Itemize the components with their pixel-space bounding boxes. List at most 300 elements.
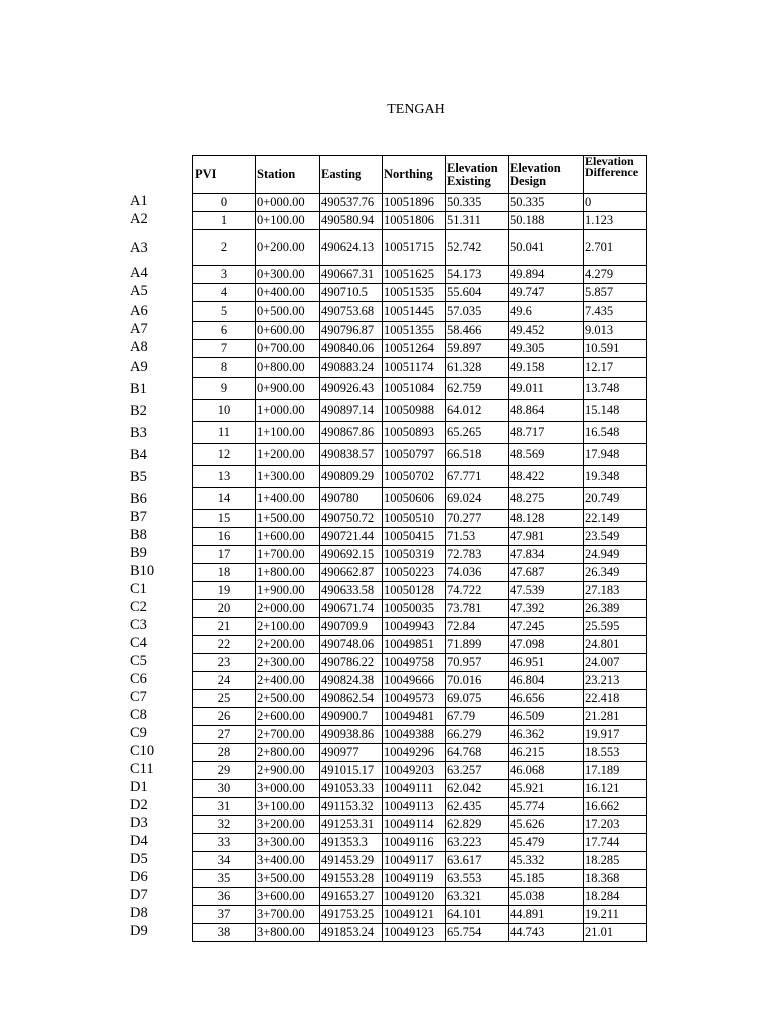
table-row (193, 546, 647, 564)
cell-station: 3+500.00 (256, 870, 320, 888)
cell-existing: 63.617 (446, 852, 509, 870)
table-row (193, 422, 647, 444)
cell-station: 0+900.00 (256, 378, 320, 400)
cell-station: 1+400.00 (256, 488, 320, 510)
cell-easting: 490824.38 (320, 672, 383, 690)
cell-station: 0+600.00 (256, 322, 320, 340)
row-label: C2 (130, 599, 147, 615)
cell-easting: 490926.43 (320, 378, 383, 400)
row-label: B5 (130, 469, 147, 485)
cell-pvi: 5 (193, 302, 256, 322)
cell-station: 3+600.00 (256, 888, 320, 906)
cell-northing: 10049758 (383, 654, 446, 672)
cell-easting: 491553.28 (320, 870, 383, 888)
table-row (193, 212, 647, 230)
cell-diff: 9.013 (584, 322, 647, 340)
row-label: A3 (130, 240, 148, 256)
cell-northing: 10050797 (383, 444, 446, 466)
row-label: A9 (130, 359, 148, 375)
cell-design: 47.539 (509, 582, 584, 600)
cell-station: 3+700.00 (256, 906, 320, 924)
cell-easting: 490883.24 (320, 358, 383, 378)
cell-pvi: 13 (193, 466, 256, 488)
table-row (193, 798, 647, 816)
column-header-station: Station (256, 156, 320, 194)
cell-diff: 17.744 (584, 834, 647, 852)
cell-design: 47.981 (509, 528, 584, 546)
cell-existing: 65.754 (446, 924, 509, 942)
table-row (193, 780, 647, 798)
cell-easting: 490753.68 (320, 302, 383, 322)
cell-design: 47.245 (509, 618, 584, 636)
cell-station: 2+000.00 (256, 600, 320, 618)
cell-northing: 10049666 (383, 672, 446, 690)
cell-existing: 67.771 (446, 466, 509, 488)
cell-northing: 10050415 (383, 528, 446, 546)
column-header-elevation-existing: Elevation Existing (446, 156, 509, 194)
cell-design: 49.452 (509, 322, 584, 340)
cell-northing: 10051806 (383, 212, 446, 230)
column-header-northing: Northing (383, 156, 446, 194)
cell-pvi: 38 (193, 924, 256, 942)
row-label: C6 (130, 671, 147, 687)
table-row (193, 600, 647, 618)
cell-station: 3+300.00 (256, 834, 320, 852)
cell-existing: 67.79 (446, 708, 509, 726)
row-label: D6 (130, 869, 148, 885)
cell-pvi: 6 (193, 322, 256, 340)
cell-easting: 491253.31 (320, 816, 383, 834)
cell-station: 1+800.00 (256, 564, 320, 582)
cell-northing: 10049113 (383, 798, 446, 816)
cell-design: 47.392 (509, 600, 584, 618)
cell-pvi: 22 (193, 636, 256, 654)
cell-northing: 10051355 (383, 322, 446, 340)
cell-design: 50.335 (509, 194, 584, 212)
cell-easting: 491453.29 (320, 852, 383, 870)
cell-existing: 63.321 (446, 888, 509, 906)
row-label: A7 (130, 321, 148, 337)
cell-northing: 10050223 (383, 564, 446, 582)
cell-pvi: 37 (193, 906, 256, 924)
table-row (193, 672, 647, 690)
row-label: D2 (130, 797, 148, 813)
cell-design: 47.834 (509, 546, 584, 564)
cell-station: 2+400.00 (256, 672, 320, 690)
cell-station: 2+900.00 (256, 762, 320, 780)
cell-pvi: 30 (193, 780, 256, 798)
cell-design: 45.626 (509, 816, 584, 834)
cell-existing: 55.604 (446, 284, 509, 302)
cell-northing: 10049117 (383, 852, 446, 870)
row-label: C4 (130, 635, 147, 651)
cell-easting: 490897.14 (320, 400, 383, 422)
cell-diff: 16.121 (584, 780, 647, 798)
cell-station: 0+300.00 (256, 266, 320, 284)
cell-pvi: 28 (193, 744, 256, 762)
cell-pvi: 33 (193, 834, 256, 852)
table-row (193, 528, 647, 546)
cell-station: 0+200.00 (256, 230, 320, 266)
cell-design: 49.305 (509, 340, 584, 358)
cell-existing: 54.173 (446, 266, 509, 284)
cell-existing: 50.335 (446, 194, 509, 212)
cell-diff: 23.549 (584, 528, 647, 546)
cell-design: 48.569 (509, 444, 584, 466)
cell-pvi: 23 (193, 654, 256, 672)
cell-existing: 72.783 (446, 546, 509, 564)
cell-station: 2+300.00 (256, 654, 320, 672)
table-row (193, 924, 647, 942)
row-label: A6 (130, 303, 148, 319)
cell-diff: 2.701 (584, 230, 647, 266)
cell-diff: 24.007 (584, 654, 647, 672)
cell-station: 2+200.00 (256, 636, 320, 654)
cell-easting: 490537.76 (320, 194, 383, 212)
cell-northing: 10051174 (383, 358, 446, 378)
cell-northing: 10051896 (383, 194, 446, 212)
cell-design: 44.743 (509, 924, 584, 942)
cell-design: 45.038 (509, 888, 584, 906)
cell-design: 46.656 (509, 690, 584, 708)
cell-diff: 18.553 (584, 744, 647, 762)
cell-northing: 10049111 (383, 780, 446, 798)
cell-existing: 64.012 (446, 400, 509, 422)
row-label: B2 (130, 403, 147, 419)
cell-diff: 19.348 (584, 466, 647, 488)
cell-existing: 70.016 (446, 672, 509, 690)
table-row (193, 618, 647, 636)
cell-pvi: 14 (193, 488, 256, 510)
cell-pvi: 9 (193, 378, 256, 400)
cell-diff: 24.949 (584, 546, 647, 564)
cell-pvi: 15 (193, 510, 256, 528)
cell-northing: 10050510 (383, 510, 446, 528)
cell-existing: 52.742 (446, 230, 509, 266)
cell-easting: 491753.25 (320, 906, 383, 924)
table-row (193, 358, 647, 378)
cell-northing: 10049943 (383, 618, 446, 636)
cell-pvi: 32 (193, 816, 256, 834)
row-label: C11 (130, 761, 154, 777)
cell-station: 3+800.00 (256, 924, 320, 942)
row-label: D1 (130, 779, 148, 795)
table-row (193, 888, 647, 906)
cell-pvi: 34 (193, 852, 256, 870)
cell-existing: 64.101 (446, 906, 509, 924)
cell-pvi: 17 (193, 546, 256, 564)
cell-diff: 16.548 (584, 422, 647, 444)
cell-existing: 62.435 (446, 798, 509, 816)
cell-station: 3+400.00 (256, 852, 320, 870)
cell-easting: 490900.7 (320, 708, 383, 726)
cell-existing: 66.518 (446, 444, 509, 466)
table-row (193, 564, 647, 582)
cell-diff: 22.418 (584, 690, 647, 708)
cell-design: 48.864 (509, 400, 584, 422)
table-row (193, 726, 647, 744)
table-row (193, 654, 647, 672)
cell-northing: 10050128 (383, 582, 446, 600)
cell-pvi: 2 (193, 230, 256, 266)
cell-pvi: 36 (193, 888, 256, 906)
row-label: B7 (130, 509, 147, 525)
cell-station: 2+100.00 (256, 618, 320, 636)
cell-pvi: 12 (193, 444, 256, 466)
cell-pvi: 18 (193, 564, 256, 582)
cell-northing: 10049573 (383, 690, 446, 708)
table-row (193, 302, 647, 322)
cell-station: 1+100.00 (256, 422, 320, 444)
cell-easting: 490692.15 (320, 546, 383, 564)
cell-design: 50.188 (509, 212, 584, 230)
cell-northing: 10049123 (383, 924, 446, 942)
table-row (193, 636, 647, 654)
cell-design: 45.774 (509, 798, 584, 816)
cell-existing: 65.265 (446, 422, 509, 444)
cell-northing: 10049481 (383, 708, 446, 726)
cell-pvi: 35 (193, 870, 256, 888)
table-row (193, 400, 647, 422)
cell-diff: 17.948 (584, 444, 647, 466)
cell-diff: 19.917 (584, 726, 647, 744)
cell-diff: 15.148 (584, 400, 647, 422)
cell-northing: 10051625 (383, 266, 446, 284)
cell-existing: 70.957 (446, 654, 509, 672)
cell-diff: 24.801 (584, 636, 647, 654)
cell-design: 47.687 (509, 564, 584, 582)
column-header-easting: Easting (320, 156, 383, 194)
cell-design: 49.894 (509, 266, 584, 284)
cell-diff: 20.749 (584, 488, 647, 510)
cell-existing: 66.279 (446, 726, 509, 744)
row-label: B10 (130, 563, 155, 579)
cell-design: 49.158 (509, 358, 584, 378)
row-label: A1 (130, 193, 148, 209)
row-label: D9 (130, 923, 148, 939)
table-row (193, 744, 647, 762)
cell-existing: 69.075 (446, 690, 509, 708)
cell-northing: 10050702 (383, 466, 446, 488)
cell-easting: 490667.31 (320, 266, 383, 284)
cell-diff: 23.213 (584, 672, 647, 690)
row-label: B1 (130, 381, 147, 397)
table-row (193, 834, 647, 852)
cell-easting: 490840.06 (320, 340, 383, 358)
cell-existing: 69.024 (446, 488, 509, 510)
cell-diff: 18.285 (584, 852, 647, 870)
cell-easting: 490671.74 (320, 600, 383, 618)
row-label: B6 (130, 491, 147, 507)
cell-design: 48.422 (509, 466, 584, 488)
cell-station: 2+600.00 (256, 708, 320, 726)
cell-existing: 62.042 (446, 780, 509, 798)
cell-pvi: 3 (193, 266, 256, 284)
cell-easting: 490662.87 (320, 564, 383, 582)
cell-existing: 58.466 (446, 322, 509, 340)
cell-station: 1+200.00 (256, 444, 320, 466)
cell-northing: 10049120 (383, 888, 446, 906)
row-labels (0, 0, 192, 1024)
cell-existing: 74.722 (446, 582, 509, 600)
cell-easting: 491053.33 (320, 780, 383, 798)
cell-station: 1+500.00 (256, 510, 320, 528)
cell-easting: 490710.5 (320, 284, 383, 302)
cell-pvi: 4 (193, 284, 256, 302)
cell-diff: 25.595 (584, 618, 647, 636)
cell-northing: 10050988 (383, 400, 446, 422)
table-row (193, 582, 647, 600)
cell-design: 44.891 (509, 906, 584, 924)
cell-easting: 490862.54 (320, 690, 383, 708)
row-label: D3 (130, 815, 148, 831)
cell-design: 48.128 (509, 510, 584, 528)
row-label: A5 (130, 283, 148, 299)
row-label: C7 (130, 689, 147, 705)
cell-pvi: 31 (193, 798, 256, 816)
cell-easting: 490750.72 (320, 510, 383, 528)
row-label: A8 (130, 339, 148, 355)
cell-station: 0+400.00 (256, 284, 320, 302)
cell-diff: 18.368 (584, 870, 647, 888)
row-label: A4 (130, 265, 148, 281)
cell-existing: 59.897 (446, 340, 509, 358)
cell-station: 1+300.00 (256, 466, 320, 488)
table-row (193, 284, 647, 302)
cell-pvi: 11 (193, 422, 256, 444)
row-label: D5 (130, 851, 148, 867)
cell-pvi: 24 (193, 672, 256, 690)
cell-pvi: 21 (193, 618, 256, 636)
cell-station: 3+100.00 (256, 798, 320, 816)
cell-design: 45.921 (509, 780, 584, 798)
cell-pvi: 26 (193, 708, 256, 726)
cell-design: 45.185 (509, 870, 584, 888)
cell-diff: 12.17 (584, 358, 647, 378)
cell-station: 2+800.00 (256, 744, 320, 762)
cell-station: 3+000.00 (256, 780, 320, 798)
cell-easting: 491015.17 (320, 762, 383, 780)
cell-station: 0+000.00 (256, 194, 320, 212)
elevation-table (192, 155, 647, 942)
cell-easting: 490624.13 (320, 230, 383, 266)
column-header-pvi: PVI (193, 156, 256, 194)
table-row (193, 194, 647, 212)
cell-northing: 10051264 (383, 340, 446, 358)
cell-station: 2+500.00 (256, 690, 320, 708)
cell-diff: 17.189 (584, 762, 647, 780)
cell-diff: 1.123 (584, 212, 647, 230)
table-row (193, 378, 647, 400)
cell-pvi: 25 (193, 690, 256, 708)
cell-station: 0+500.00 (256, 302, 320, 322)
cell-diff: 26.389 (584, 600, 647, 618)
cell-northing: 10049116 (383, 834, 446, 852)
cell-pvi: 7 (193, 340, 256, 358)
cell-easting: 490867.86 (320, 422, 383, 444)
cell-northing: 10049388 (383, 726, 446, 744)
cell-northing: 10049114 (383, 816, 446, 834)
table-row (193, 488, 647, 510)
cell-easting: 491653.27 (320, 888, 383, 906)
cell-design: 50.041 (509, 230, 584, 266)
cell-diff: 26.349 (584, 564, 647, 582)
cell-existing: 51.311 (446, 212, 509, 230)
cell-northing: 10049203 (383, 762, 446, 780)
cell-station: 1+700.00 (256, 546, 320, 564)
row-label: B8 (130, 527, 147, 543)
cell-northing: 10049851 (383, 636, 446, 654)
cell-design: 48.717 (509, 422, 584, 444)
cell-design: 46.068 (509, 762, 584, 780)
row-label: A2 (130, 211, 148, 227)
cell-existing: 70.277 (446, 510, 509, 528)
cell-station: 3+200.00 (256, 816, 320, 834)
cell-existing: 74.036 (446, 564, 509, 582)
row-label: B9 (130, 545, 147, 561)
table-header-row (193, 156, 647, 194)
cell-diff: 13.748 (584, 378, 647, 400)
cell-station: 1+000.00 (256, 400, 320, 422)
cell-diff: 27.183 (584, 582, 647, 600)
table-row (193, 444, 647, 466)
cell-northing: 10049121 (383, 906, 446, 924)
row-label: C8 (130, 707, 147, 723)
cell-design: 46.509 (509, 708, 584, 726)
cell-easting: 490796.87 (320, 322, 383, 340)
cell-pvi: 8 (193, 358, 256, 378)
cell-diff: 10.591 (584, 340, 647, 358)
cell-easting: 490977 (320, 744, 383, 762)
cell-existing: 57.035 (446, 302, 509, 322)
page-title: TENGAH (387, 102, 445, 117)
cell-easting: 490780 (320, 488, 383, 510)
table-row (193, 852, 647, 870)
table-row (193, 510, 647, 528)
cell-design: 46.951 (509, 654, 584, 672)
cell-station: 0+700.00 (256, 340, 320, 358)
cell-northing: 10049296 (383, 744, 446, 762)
cell-easting: 490721.44 (320, 528, 383, 546)
cell-diff: 22.149 (584, 510, 647, 528)
row-label: C5 (130, 653, 147, 669)
cell-existing: 61.328 (446, 358, 509, 378)
cell-existing: 73.781 (446, 600, 509, 618)
cell-pvi: 0 (193, 194, 256, 212)
cell-northing: 10050319 (383, 546, 446, 564)
cell-existing: 62.829 (446, 816, 509, 834)
cell-pvi: 16 (193, 528, 256, 546)
cell-pvi: 29 (193, 762, 256, 780)
cell-design: 49.011 (509, 378, 584, 400)
cell-design: 46.804 (509, 672, 584, 690)
cell-diff: 0 (584, 194, 647, 212)
cell-station: 1+600.00 (256, 528, 320, 546)
cell-easting: 490809.29 (320, 466, 383, 488)
table-row (193, 322, 647, 340)
cell-existing: 72.84 (446, 618, 509, 636)
cell-pvi: 19 (193, 582, 256, 600)
cell-easting: 490748.06 (320, 636, 383, 654)
row-label: C3 (130, 617, 147, 633)
cell-easting: 490633.58 (320, 582, 383, 600)
cell-existing: 71.53 (446, 528, 509, 546)
cell-northing: 10051084 (383, 378, 446, 400)
table-row (193, 466, 647, 488)
cell-northing: 10050893 (383, 422, 446, 444)
cell-design: 49.747 (509, 284, 584, 302)
table-row (193, 690, 647, 708)
